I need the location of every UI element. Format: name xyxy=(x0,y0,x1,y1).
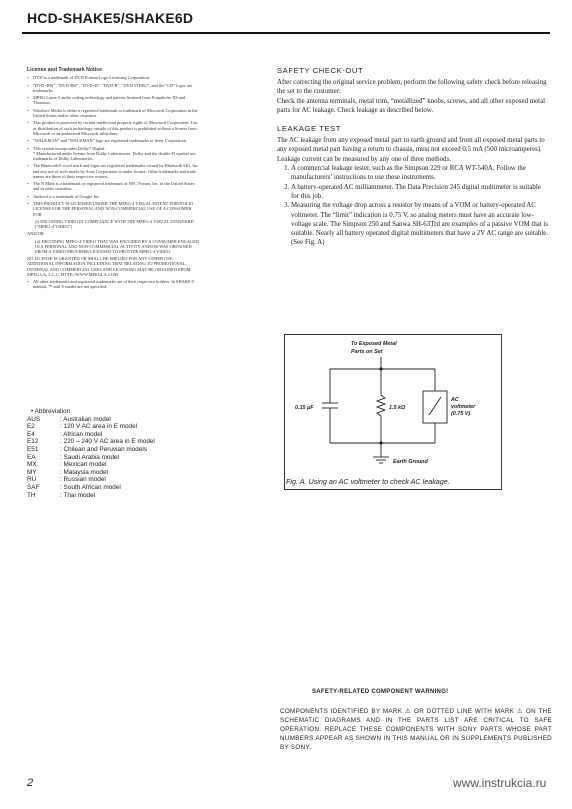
abbreviation-row xyxy=(27,446,207,454)
abbreviation-row xyxy=(27,416,207,424)
abbreviation-row xyxy=(27,469,207,477)
watermark: www.instrukcia.ru xyxy=(453,776,547,790)
license-item: • The N Mark is a trademark or registered trademark of NFC Forum, Inc. in the United States and in other countries. xyxy=(27,181,200,191)
abbr-desc: : Thai model xyxy=(60,491,96,499)
license-item: • THIS PRODUCT IS LICENSED UNDER THE MPEG-4 VISUAL PATENT PORTFOLIO LICENSE FOR THE PERSONAL AND NON-COMMERCIAL USE OF A CONSUMER FOR xyxy=(27,201,200,217)
figure-a xyxy=(284,334,502,490)
fig-label-resistor: 1.5 kΩ xyxy=(389,405,406,411)
abbreviation-row xyxy=(27,454,207,462)
fig-label-meter-2: voltmeter xyxy=(451,404,476,410)
license-item: • This system incorporates Dolby* Digital. * Manufactured under license from Dolby Laboratories. Dolby and the double-D symbol are trademarks of Dolby Laboratories. xyxy=(27,146,200,162)
safety-heading: SAFETY CHECK-OUT xyxy=(277,66,364,75)
warning-text: COMPONENTS IDENTIFIED BY MARK ⚠ OR DOTTED LINE WITH MARK ⚠ ON THE SCHEMATIC DIAGRAMS AND IN THE PARTS LIST ARE CRITICAL TO SAFE OPERATION. REPLACE THESE COMPONENTS WITH SONY PARTS WHOSE PART NUMBERS APPEAR AS SHOWN IN THIS MANUAL OR IN SUPPLEMENTS PUBLISHED BY SONY. xyxy=(280,708,552,751)
abbreviation-row xyxy=(27,431,207,439)
abbr-desc: : Chilean and Peruvian models xyxy=(60,445,148,453)
warning-title: SAFETY-RELATED COMPONENT WARNING! xyxy=(312,689,449,695)
leakage-method: 3. Measuring the voltage drop across a resistor by means of a VOM or battery-operated AC voltmeter. The “limit” indication is 0.75 V, so analog meters must have an accurate low-voltage scale. The Simpson 250 and Sanwa SH-63Trd are examples of a passive VOM that is suitable. Nearly all battery operated digital multimeters that have a 2V AC range are suitable. (See Fig. A) xyxy=(291,201,549,247)
fig-label-top-1: To Exposed Metal xyxy=(351,341,397,347)
abbr-desc: : 120 V AC area in E model xyxy=(60,423,138,431)
abbr-desc: : African model xyxy=(60,430,103,438)
leakage-method: 2. A battery-operated AC milliammeter. The Data Precision 245 digital multimeter is suitable for this job. xyxy=(291,183,549,202)
abbr-code: EA xyxy=(27,453,36,461)
figure-caption: Fig. A. Using an AC voltmeter to check AC leakage. xyxy=(286,477,450,486)
page-number: 2 xyxy=(27,777,34,789)
license-andor: AND/OR xyxy=(27,231,44,237)
leakage-methods xyxy=(277,164,549,248)
abbr-code: AUS xyxy=(27,415,41,423)
fig-label-meter-3: (0.75 V) xyxy=(451,411,471,417)
leakage-paragraph: The AC leakage from any exposed metal part to earth ground and from all exposed metal parts to any exposed metal part having a return to chassis, must not exceed 0.5 mA (500 microamperes). Leakage current can be measured by any one of three methods. xyxy=(277,137,545,163)
fig-label-meter-1: AC xyxy=(451,397,459,403)
license-heading: License and Trademark Notice xyxy=(27,67,102,73)
abbr-code: RU xyxy=(27,476,37,484)
license-item: • Android is a trademark of Google Inc. xyxy=(27,194,200,199)
abbr-code: MX xyxy=(27,461,37,469)
abbr-code: E4 xyxy=(27,430,35,438)
abbr-code: E12 xyxy=(27,438,39,446)
abbr-desc: : Malaysia model xyxy=(60,468,108,476)
leakage-method: 1. A commercial leakage tester, such as the Simpson 229 or RCA WT-540A. Follow the manufacturers’ instructions to use these instruments. xyxy=(291,164,549,183)
license-item: • All other trademarks and registered trademarks are of their respective holders. In SHAKE-5 manual, ™ and ® marks are not specified. xyxy=(27,279,200,289)
abbreviation-heading: • Abbreviation xyxy=(31,408,71,415)
license-item: • DVD is a trademark of DVD Format/Logo Licensing Corporation. xyxy=(27,75,200,80)
fig-label-top-2: Parts on Set xyxy=(351,349,383,355)
license-notice xyxy=(27,68,200,292)
abbr-desc: : Saudi Arabia model xyxy=(60,453,119,461)
license-item: • This product is protected by certain intellectual property rights of Microsoft Corporation. Use or distribution of such technology outside of this product is prohibited without a license from Microsoft or an authorized Microsoft subsidiary. xyxy=(27,120,200,136)
abbr-code: TH xyxy=(27,491,36,499)
abbreviation-row xyxy=(27,484,207,492)
abbr-code: E2 xyxy=(27,423,35,431)
fig-label-ground: Earth Ground xyxy=(393,459,428,465)
license-item: • Windows Media is either a registered trademark or trademark of Microsoft Corporation in the United States and/or other countries. xyxy=(27,108,200,118)
safety-section xyxy=(277,66,549,248)
abbr-desc: : 220 – 240 V AC area in E model xyxy=(60,438,155,446)
abbr-desc: : South African model xyxy=(60,483,121,491)
document-title: HCD-SHAKE5/SHAKE6D xyxy=(27,10,194,26)
abbr-code: MY xyxy=(27,468,37,476)
license-item: • "DVD+RW", "DVD-RW", "DVD+R", "DVD-R", "DVD VIDEO", and the "CD" logos are trademarks. xyxy=(27,83,200,93)
fig-label-capacitor: 0.15 μF xyxy=(295,405,314,411)
license-item: • "WALKMAN" and "WALKMAN" logo are registered trademarks of Sony Corporation. xyxy=(27,138,200,143)
license-no-license: NO LICENSE IS GRANTED OR SHALL BE IMPLIED FOR ANY OTHER USE. ADDITIONAL INFORMATION INCLUDING THAT RELATING TO PROMOTIONAL, INTERNAL AND COMMERCIAL USES AND LICENSING MAY BE OBTAINED FROM MPEG LA, L.L.C. HTTP://WWW.MPEGLA.COM xyxy=(27,256,191,277)
abbreviation-row xyxy=(27,438,207,446)
abbreviation-row xyxy=(27,461,207,469)
abbreviation-row xyxy=(27,476,207,484)
abbr-desc: : Mexican model xyxy=(60,461,107,469)
abbr-desc: : Russian model xyxy=(60,476,106,484)
circuit-labels xyxy=(285,335,501,489)
safety-paragraph: Check the antenna terminals, metal trim, “metallized” knobs, screws, and all other exposed metal parts for AC leakage. Check leakage as described below. xyxy=(277,97,546,114)
license-item: • MPEG Layer-3 audio coding technology and patents licensed from Fraunhofer IIS and Thomson. xyxy=(27,95,200,105)
abbreviation-row xyxy=(27,423,207,431)
title-rule xyxy=(22,32,550,34)
license-item: • The Bluetooth® word mark and logos are registered trademarks owned by Bluetooth SIG, Inc. and any use of such marks by Sony Corporation is under license. Other trademarks and trade names are those of their respective owners. xyxy=(27,163,200,179)
license-sub-item: (ii) DECODING MPEG-4 VIDEO THAT WAS ENCODED BY A CONSUMER ENGAGED IN A PERSONAL AND NON-COMMERCIAL ACTIVITY AND/OR WAS OBTAINED FROM A VIDEO PROVIDER LICENSED TO PROVIDE MPEG-4 VIDEO. xyxy=(35,238,200,254)
abbreviation-list xyxy=(27,408,207,499)
abbr-code: E51 xyxy=(27,445,39,453)
leakage-heading: LEAKAGE TEST xyxy=(277,124,342,134)
abbr-code: SAF xyxy=(27,483,40,491)
safety-paragraph: After correcting the original service problem, perform the following safety check before releasing the set to the customer: xyxy=(277,79,547,96)
license-sub-item: (i) ENCODING VIDEO IN COMPLIANCE WITH THE MPEG-4 VISUAL STANDARD ("MPEG-4 VIDEO") xyxy=(35,218,194,230)
abbr-desc: : Australian model xyxy=(60,415,111,423)
abbreviation-row xyxy=(27,492,207,500)
